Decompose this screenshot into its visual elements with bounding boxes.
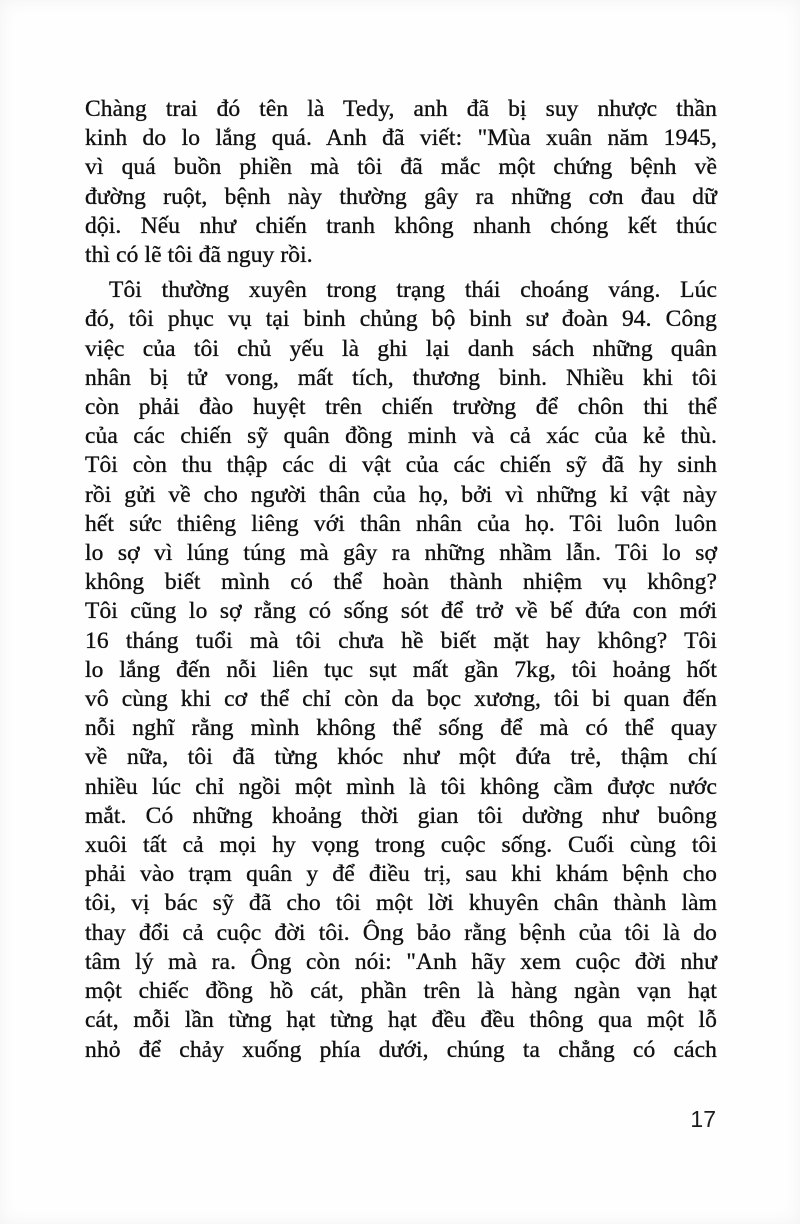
text-line: tâm lý mà ra. Ông còn nói: "Anh hãy xem cuộc đời như xyxy=(85,948,717,975)
text-line: thì có lẽ tôi đã nguy rồi. xyxy=(85,242,313,269)
paragraph xyxy=(85,95,717,270)
page-number: 17 xyxy=(690,1106,716,1132)
text-line: đó, tôi phục vụ tại binh chủng bộ binh sư đoàn 94. Công xyxy=(85,306,717,333)
text-line: Chàng trai đó tên là Tedy, anh đã bị suy nhược thần xyxy=(85,96,717,122)
text-line: thay đổi cả cuộc đời tôi. Ông bảo rằng bệnh của tôi là do xyxy=(85,919,717,946)
text-line: nhân bị tử vong, mất tích, thương binh. Nhiều khi tôi xyxy=(85,364,717,391)
text-line: lo sợ vì lúng túng mà gây ra những nhầm lẫn. Tôi lo sợ xyxy=(85,540,717,567)
text-line: còn phải đào huyệt trên chiến trường để chôn thi thể xyxy=(85,394,717,421)
text-line: Tôi cũng lo sợ rằng có sống sót để trở về bế đứa con mới xyxy=(85,598,717,625)
text-line: rồi gửi về cho người thân của họ, bởi vì những kỉ vật này xyxy=(85,481,717,508)
text-line: một chiếc đồng hồ cát, phần trên là hàng ngàn vạn hạt xyxy=(85,978,717,1005)
text-line: kinh do lo lắng quá. Anh đã viết: "Mùa xuân năm 1945, xyxy=(85,125,717,152)
text-line: xuôi tất cả mọi hy vọng trong cuộc sống. Cuối cùng tôi xyxy=(85,832,717,859)
text-line: cát, mỗi lần từng hạt từng hạt đều đều thông qua một lỗ xyxy=(85,1007,717,1034)
text-line: tôi, vị bác sỹ đã cho tôi một lời khuyên chân thành làm xyxy=(85,890,717,917)
text-line: về nữa, tôi đã từng khóc như một đứa trẻ, thậm chí xyxy=(85,744,717,771)
text-line: Tôi còn thu thập các di vật của các chiến sỹ đã hy sinh xyxy=(85,452,717,479)
text-line: việc của tôi chủ yếu là ghi lại danh sách những quân xyxy=(85,335,717,362)
text-line: mắt. Có những khoảng thời gian tôi dường như buông xyxy=(85,802,717,829)
text-line: nỗi nghĩ rằng mình không thể sống để mà có thể quay xyxy=(85,715,717,742)
paragraph xyxy=(85,276,717,1064)
text-line: nhỏ để chảy xuống phía dưới, chúng ta chẳng có cách xyxy=(85,1036,717,1063)
text-line: Tôi thường xuyên trong trạng thái choáng váng. Lúc xyxy=(109,277,717,304)
text-line: dội. Nếu như chiến tranh không nhanh chóng kết thúc xyxy=(85,212,717,239)
text-line: vô cùng khi cơ thể chỉ còn da bọc xương, tôi bi quan đến xyxy=(85,686,717,713)
text-line: nhiều lúc chỉ ngồi một mình là tôi không cầm được nước xyxy=(85,773,717,800)
text-block xyxy=(85,95,717,1065)
text-line: lo lắng đến nỗi liên tục sụt mất gần 7kg, tôi hoảng hốt xyxy=(85,656,717,683)
text-line: phải vào trạm quân y để điều trị, sau khi khám bệnh cho xyxy=(85,861,717,888)
text-line: vì quá buồn phiền mà tôi đã mắc một chứng bệnh về xyxy=(85,154,717,181)
text-line: 16 tháng tuổi mà tôi chưa hề biết mặt hay không? Tôi xyxy=(85,627,717,654)
text-line: đường ruột, bệnh này thường gây ra những cơn đau dữ xyxy=(85,183,717,210)
text-line: hết sức thiêng liêng với thân nhân của họ. Tôi luôn luôn xyxy=(85,510,717,537)
text-line: không biết mình có thể hoàn thành nhiệm vụ không? xyxy=(85,569,717,596)
text-line: của các chiến sỹ quân đồng minh và cả xác của kẻ thù. xyxy=(85,423,717,450)
